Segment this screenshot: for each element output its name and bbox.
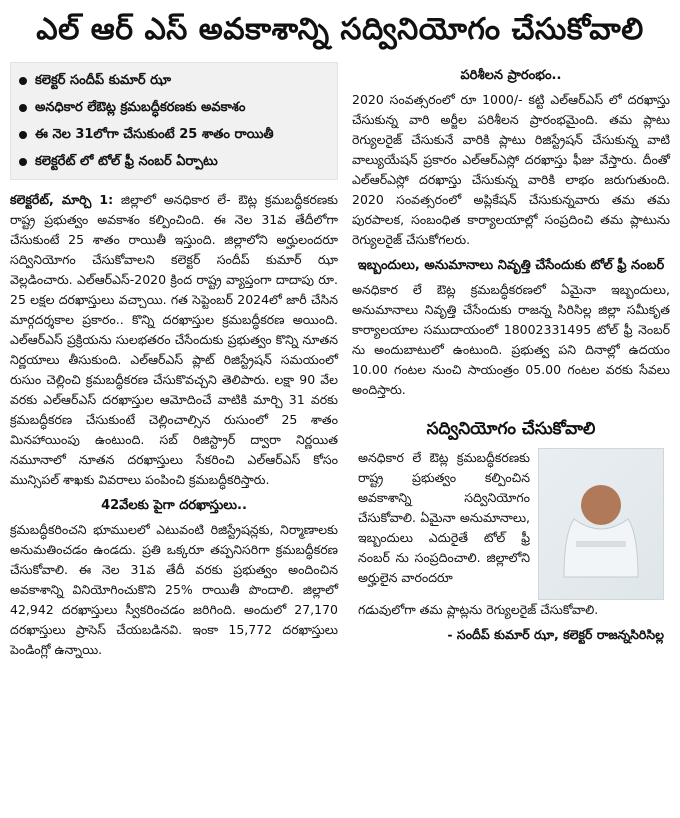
headline: ఎల్ ఆర్ ఎస్ అవకాశాన్ని సద్వినియోగం చేసుకోవాలి bbox=[36, 12, 644, 47]
highlight-text: కలెక్టరేట్ లో టోల్ ఫ్రీ నంబర్ ఏర్పాటు bbox=[35, 154, 218, 169]
bullet-icon bbox=[19, 131, 27, 139]
highlight-item bbox=[17, 94, 331, 121]
quote-box bbox=[352, 412, 670, 654]
highlight-text: ఈ నెల 31లోగా చేసుకుంటే 25 శాతం రాయితీ bbox=[35, 127, 274, 142]
highlight-item bbox=[17, 148, 331, 175]
section-subhead: ఇబ్బందులు, అనుమానాలు నివృత్తి చేసేందుకు టోల్ ఫ్రీ నంబర్ bbox=[357, 258, 665, 273]
left-column bbox=[10, 62, 338, 666]
dateline: కలెక్టరేట్, మార్చి 1: bbox=[10, 192, 114, 207]
section-subhead: 42వేలకు పైగా దరఖాస్తులు.. bbox=[101, 498, 247, 513]
section-subhead: పరిశీలన ప్రారంభం.. bbox=[460, 68, 562, 83]
collector-photo bbox=[538, 448, 664, 600]
box-text: అనధికార లే ఔట్ల క్రమబద్ధీకరణకు రాష్ట్ర ప్రభుత్వం కల్పించిన అవకాశాన్ని సద్వినియోగం చేసుకోవాలి. ఏమైనా అనుమానాలు, ఇబ్బందులు ఎదురైతే టోల్ ఫ్రీ నంబర్ ను సంప్రదించాలి. జిల్లాలోని అర్హులైన వారందరూ bbox=[358, 450, 530, 585]
box-foot: గడువులోగా తమ ప్లాట్లను రెగ్యులరైజ్ చేసుకోవాలి. bbox=[358, 602, 599, 617]
person-icon bbox=[556, 469, 646, 579]
right-column bbox=[352, 62, 670, 666]
highlight-text: కలెక్టర్ సందీప్ కుమార్ ఝా bbox=[35, 73, 172, 88]
bullet-icon bbox=[19, 104, 27, 112]
bullet-icon bbox=[19, 77, 27, 85]
article-paragraph: క్రమబద్ధీకరించని భూములలో ఎటువంటి రిజిస్ట్రేషన్లకు, నిర్మాణాలకు అనుమతించడం ఉండదు. ప్రతి ఒక్కరూ తప్పనిసరిగా క్రమబద్ధీకరణ చేసుకోవాలి. ఈ నెల 31వ తేదీ వరకు ప్రభుత్వం అందించిన అవకాశాన్ని వినియోగించుకొని 25% రాయితీ పొందాలి. జిల్లాలో 42,942 దరఖాస్తులు స్వీకరించడం జరిగింది. అందులో 27,170 దరఖాస్తులు ప్రాసెస్ చేయబడినవి. ఇంకా 15,772 దరఖాస్తులు పెండింగ్లో ఉన్నాయి. bbox=[10, 522, 338, 657]
highlight-item bbox=[17, 121, 331, 148]
article-paragraph bbox=[10, 190, 338, 490]
article-paragraph: 2020 సంవత్సరంలో రూ 1000/- కట్టి ఎల్ఆర్ఎస్ లో దరఖాస్తు చేసుకున్న వారి అర్జీల పరిశీలన ప్రారంభమైంది. తమ ప్లాటు రెగ్యులరైజ్ చేసుకునే వారికి ప్లాటు రిజిస్ట్రేషన్ చేసుకున్న వాటి వాల్యుయేషన్ ప్రకారం ఎల్ఆర్ఎస్లో దరఖాస్తు ఫీజు వేస్తారు. దీంతో ఎల్ఆర్ఎస్లో దరఖాస్తు చేసుకున్న వారికి లాభం జరుగుతుంది. 2020 సంవత్సరంలో అప్లికేషన్ చేసుకున్నవారు తమ తమ పురపాలక, సంబంధిత కార్యాలయాల్లో సంప్రదించి తమ ప్లాటును రెగ్యులరైజ్ చేసుకోగలరు. bbox=[352, 92, 670, 247]
paragraph-text: జిల్లాలో అనధికార లే- ఔట్ల క్రమబద్ధీకరణకు రాష్ట్ర ప్రభుత్వం అవకాశం కల్పించింది. ఈ నెల 31వ తేదీలోగా చేసుకుంటే 25 శాతం రాయితీ ఇస్తుంది. జిల్లాలోని అర్హులందరూ సద్వినియోగం చేసుకోవాలని కలెక్టర్ సందీప్ కుమార్ ఝా వెల్లడించారు. ఎల్ఆర్ఎస్-2020 క్రింద రాష్ట్ర వ్యాప్తంగా దాదాపు రూ. 25 లక్షల దరఖాస్తులు వచ్చాయి. గత సెప్టెంబర్ 2024లో జారీ చేసిన మార్గదర్శకాల ప్రకారం.. కొన్ని దరఖాస్తుల క్రమబద్ధీకరణ అయింది. ఎల్ఆర్ఎస్ ప్రక్రియను సులభతరం చేసేందుకు ప్రభుత్వం కొన్ని నూతన నిర్ణయాలు తీసుకుంది. ఎల్ఆర్ఎస్ ప్లాట్ రిజిస్ట్రేషన్ సమయంలో రుసుం చెల్లించి క్రమబద్ధీకరణ చేసుకొవచ్చని తెలిపారు. లక్షా 90 వేల వరకు ఎల్ఆర్ఎస్ దరఖాస్తుల ఆమోదించే వాటికి మార్చి 31 వరకు క్రమబద్ధీకరణ చేసుకుంటే చెల్లించాల్సిన రుసుంలో 25 శాతం మినహాయింపు ఉంటుంది. సబ్ రిజిస్ట్రార్ ద్వారా నిర్ణయిత నమూనాలో నూతన దరఖాస్తులు సేకరించి ఎల్ఆర్ఎస్ కోసం మున్సిపల్ శాఖకు వివరాలు పంపించి క్రమబద్ధీకరిస్తారు. bbox=[10, 192, 338, 487]
box-title: సద్వినియోగం చేసుకోవాలి bbox=[426, 419, 596, 439]
highlight-text: అనధికార లేఔట్ల క్రమబద్ధీకరణకు అవకాశం bbox=[35, 100, 246, 115]
box-body bbox=[358, 448, 664, 600]
article-columns bbox=[10, 62, 670, 666]
bullet-icon bbox=[19, 158, 27, 166]
article-paragraph: అనధికార లే ఔట్ల క్రమబద్ధీకరణలో ఏమైనా ఇబ్బందులు, అనుమానాలు నివృత్తి చేసేందుకు రాజన్న సిరిసిల్ల జిల్లా సమీకృత కార్యాలయాల సముదాయంలో 18002331495 టోల్ ఫ్రీ నెంబర్ ను అందుబాటులో ఉంటుంది. ప్రభుత్వ పని దినాల్లో ఉదయం 10.00 గంటల నుంచి సాయంత్రం 05.00 గంటల వరకు సేవలు అందిస్తారు. bbox=[352, 282, 670, 397]
highlight-item bbox=[17, 67, 331, 94]
highlights-box bbox=[10, 62, 338, 180]
byline: - సందీప్ కుమార్ ఝా, కలెక్టర్ రాజన్నసిరిసిల్ల bbox=[447, 627, 664, 642]
